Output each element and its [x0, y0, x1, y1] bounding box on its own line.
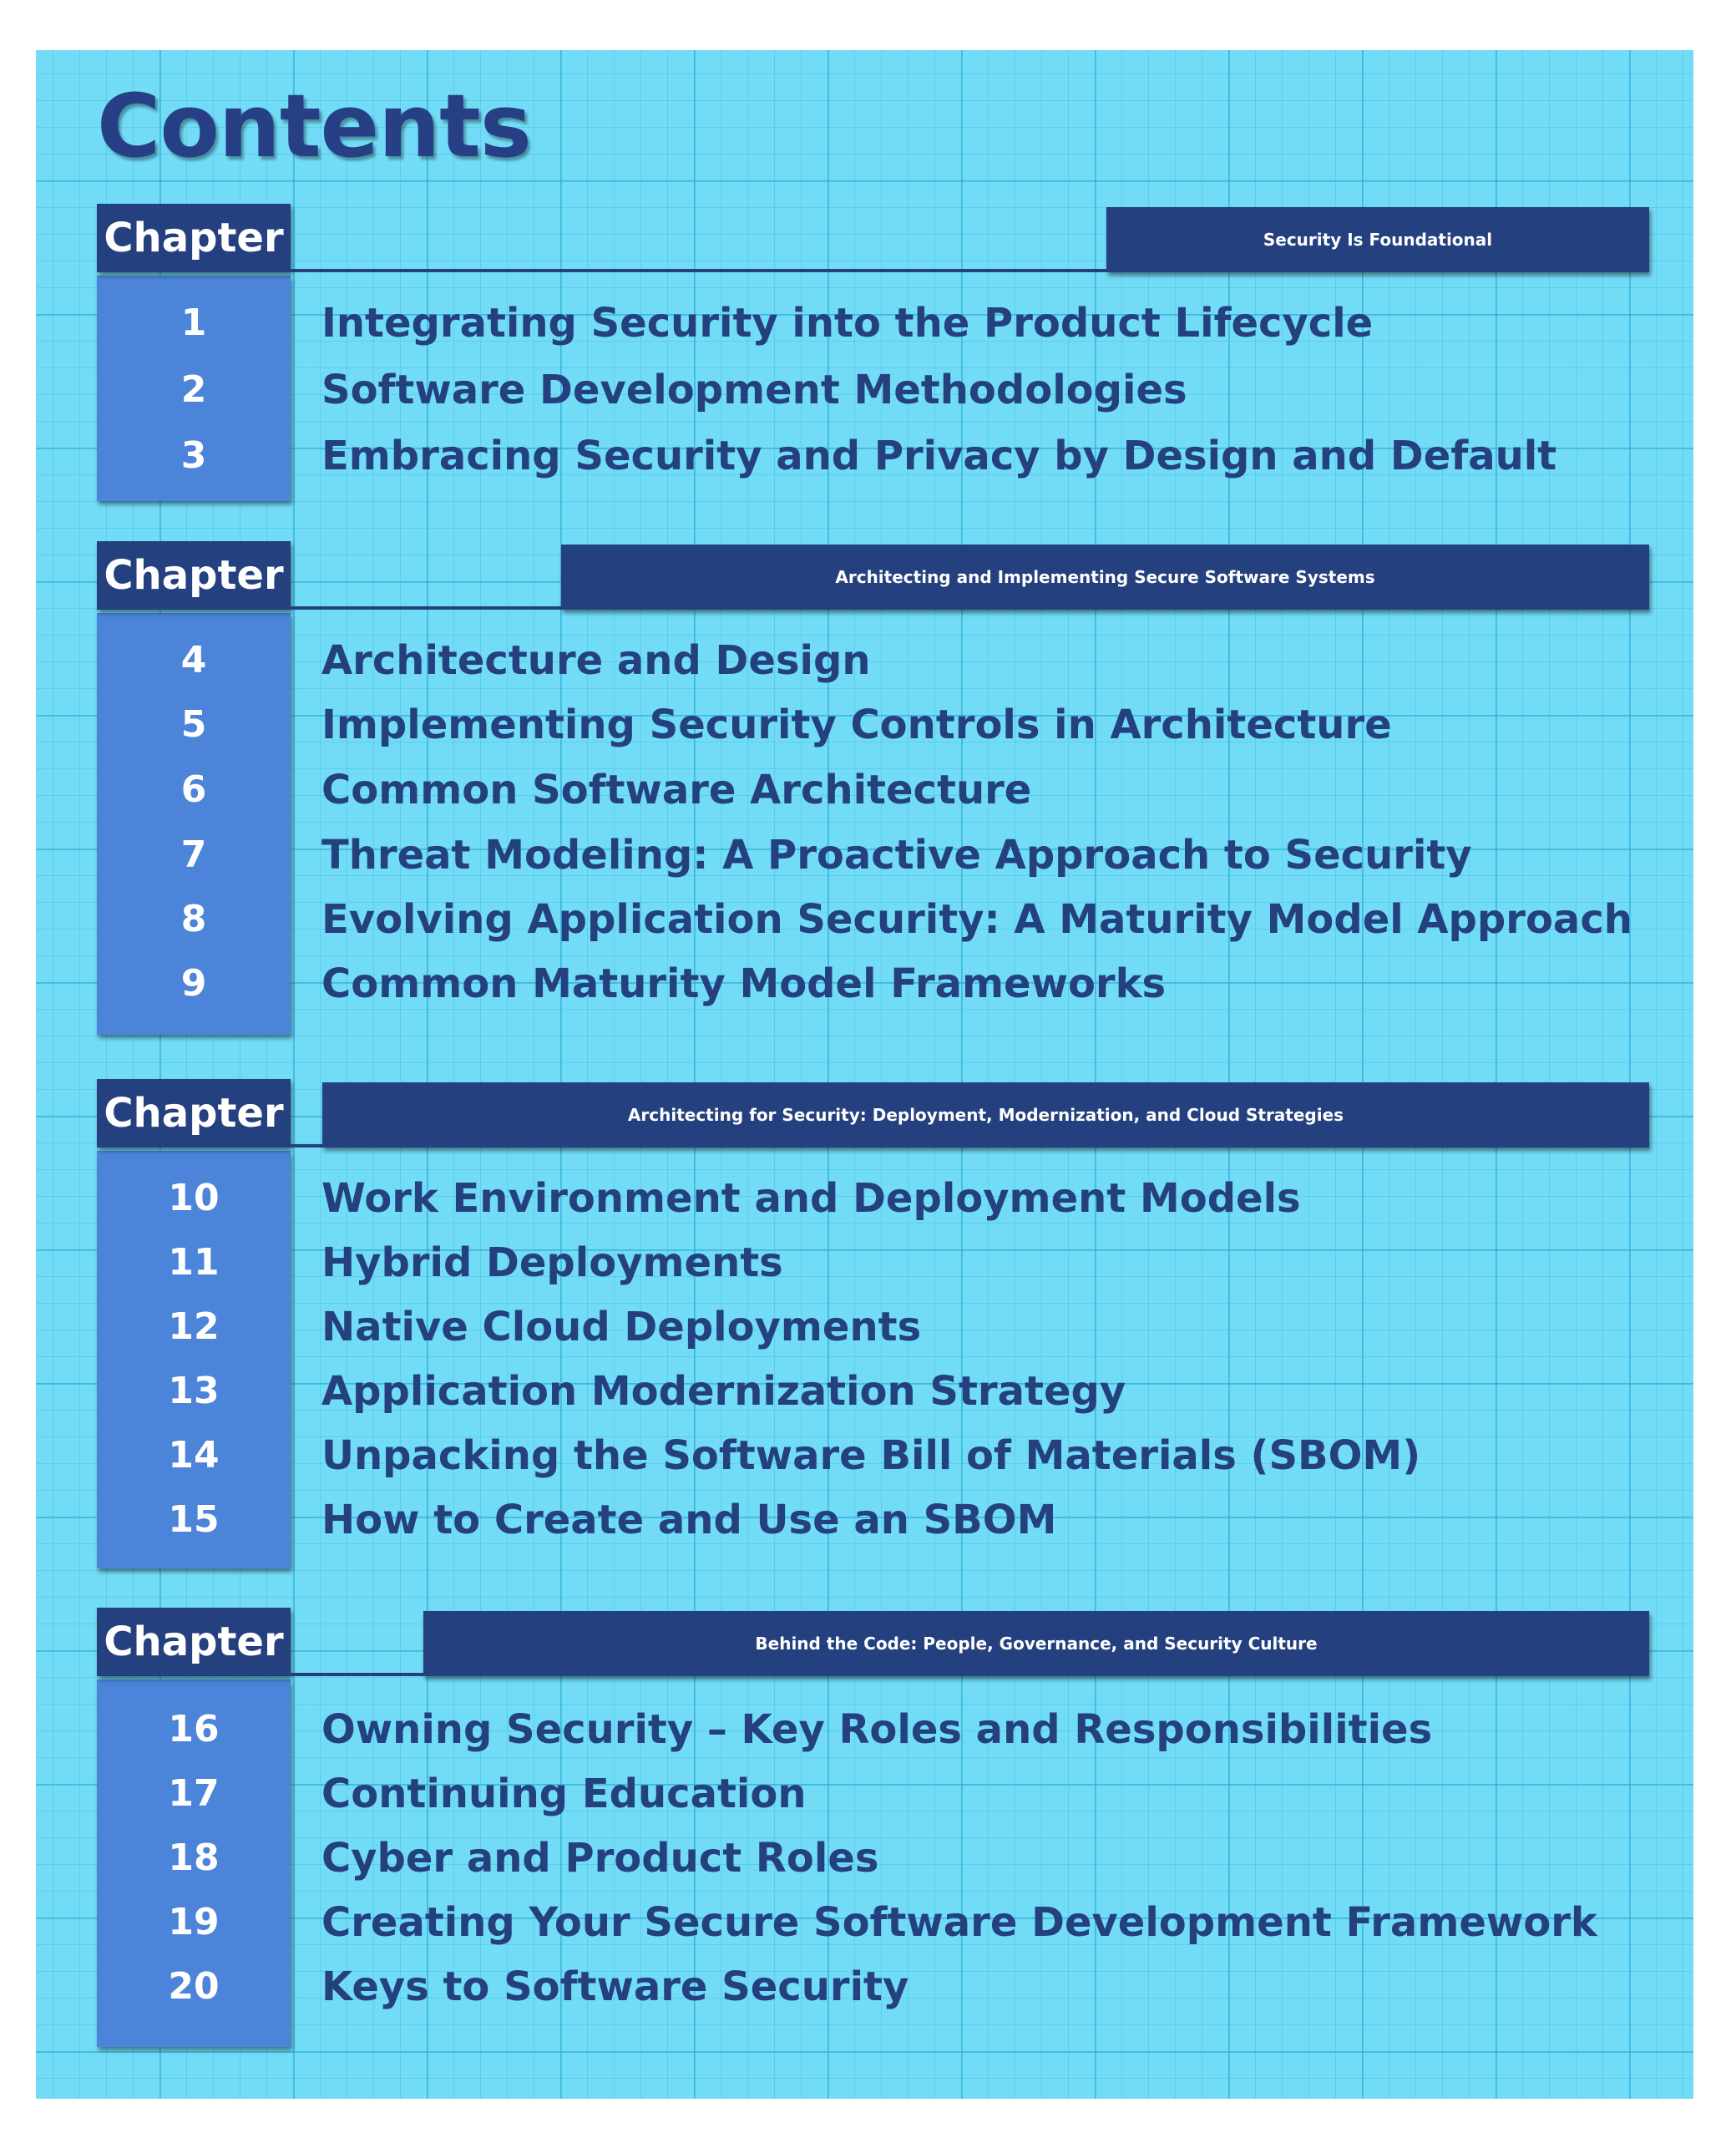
- chapter-number: 9: [180, 962, 207, 1005]
- toc-entry[interactable]: [0, 298, 1587, 348]
- chapter-number: 18: [168, 1837, 220, 1879]
- chapter-title[interactable]: Threat Modeling: A Proactive Approach to Security: [321, 832, 1472, 879]
- chapter-number: 12: [168, 1305, 220, 1348]
- chapter-title[interactable]: Evolving Application Security: A Maturity Model Approach: [321, 896, 1632, 943]
- chapter-number: 14: [168, 1434, 220, 1477]
- toc-entry[interactable]: [0, 636, 1587, 686]
- part-section-3: [0, 1079, 1736, 1580]
- chapter-tag: Chapter: [97, 541, 291, 610]
- chapter-title[interactable]: Common Maturity Model Frameworks: [321, 960, 1167, 1007]
- chapter-number: 10: [168, 1177, 220, 1219]
- chapter-tag: Chapter: [97, 1608, 291, 1676]
- part-section-1: [0, 204, 1736, 513]
- toc-entry[interactable]: [0, 1302, 1587, 1352]
- chapter-title[interactable]: Embracing Security and Privacy by Design and Default: [321, 433, 1557, 479]
- chapter-number: 6: [180, 768, 207, 811]
- toc-entry[interactable]: [0, 365, 1587, 415]
- chapter-number: 8: [180, 898, 207, 940]
- chapter-number: 15: [168, 1498, 220, 1541]
- toc-entry[interactable]: [0, 700, 1587, 750]
- chapter-number: 17: [168, 1772, 220, 1815]
- toc-entry[interactable]: [0, 959, 1587, 1009]
- chapter-title[interactable]: How to Create and Use an SBOM: [321, 1497, 1057, 1543]
- chapter-title[interactable]: Native Cloud Deployments: [321, 1304, 922, 1350]
- chapter-title[interactable]: Architecture and Design: [321, 637, 871, 684]
- chapter-title[interactable]: Cyber and Product Roles: [321, 1835, 879, 1882]
- chapter-title[interactable]: Owning Security – Key Roles and Responsibilities: [321, 1706, 1433, 1753]
- chapter-title[interactable]: Hybrid Deployments: [321, 1239, 783, 1286]
- chapter-title[interactable]: Common Software Architecture: [321, 767, 1032, 813]
- part-section-4: [0, 1608, 1736, 2059]
- chapter-number: 16: [168, 1708, 220, 1750]
- chapter-number: 3: [180, 434, 207, 477]
- toc-entry[interactable]: [0, 1833, 1587, 1883]
- chapter-title[interactable]: Creating Your Secure Software Development Framework: [321, 1899, 1597, 1946]
- chapter-title[interactable]: Unpacking the Software Bill of Materials (SBOM): [321, 1432, 1421, 1479]
- chapter-number: 11: [168, 1241, 220, 1284]
- toc-entry[interactable]: [0, 830, 1587, 880]
- chapter-tag: Chapter: [97, 204, 291, 272]
- toc-entry[interactable]: [0, 431, 1587, 481]
- chapter-number: 19: [168, 1901, 220, 1943]
- toc-entry[interactable]: [0, 1962, 1587, 2012]
- toc-entry[interactable]: [0, 1897, 1597, 1948]
- toc-entry[interactable]: [0, 1431, 1587, 1481]
- chapter-title[interactable]: Application Modernization Strategy: [321, 1368, 1126, 1415]
- chapter-number: 2: [180, 368, 207, 411]
- toc-entry[interactable]: [0, 1366, 1587, 1416]
- part-title: Behind the Code: People, Governance, and Security Culture: [423, 1611, 1649, 1676]
- page-title: Contents: [97, 75, 531, 177]
- chapter-number: 13: [168, 1370, 220, 1412]
- toc-entry[interactable]: [0, 894, 1632, 945]
- toc-entry[interactable]: [0, 1495, 1587, 1545]
- chapter-title[interactable]: Work Environment and Deployment Models: [321, 1175, 1301, 1222]
- toc-entry[interactable]: [0, 1173, 1587, 1224]
- chapter-number: 5: [180, 703, 207, 746]
- toc-entry[interactable]: [0, 1238, 1587, 1288]
- chapter-number: 1: [180, 301, 207, 344]
- part-section-2: [0, 541, 1736, 1042]
- toc-entry[interactable]: [0, 1705, 1587, 1755]
- chapter-title[interactable]: Continuing Education: [321, 1771, 807, 1817]
- chapter-title[interactable]: Keys to Software Security: [321, 1963, 909, 2010]
- chapter-number: 4: [180, 639, 207, 681]
- toc-entry[interactable]: [0, 1769, 1587, 1819]
- part-title: Architecting and Implementing Secure Software Systems: [561, 545, 1649, 610]
- chapter-title[interactable]: Implementing Security Controls in Architecture: [321, 702, 1392, 748]
- part-title: Security Is Foundational: [1106, 207, 1649, 272]
- chapter-tag: Chapter: [97, 1079, 291, 1148]
- chapter-number: 20: [168, 1965, 220, 2008]
- toc-entry[interactable]: [0, 765, 1587, 815]
- chapter-title[interactable]: Software Development Methodologies: [321, 367, 1187, 413]
- part-title: Architecting for Security: Deployment, Modernization, and Cloud Strategies: [322, 1082, 1649, 1148]
- chapter-number: 7: [180, 833, 207, 876]
- chapter-title[interactable]: Integrating Security into the Product Lifecycle: [321, 300, 1374, 347]
